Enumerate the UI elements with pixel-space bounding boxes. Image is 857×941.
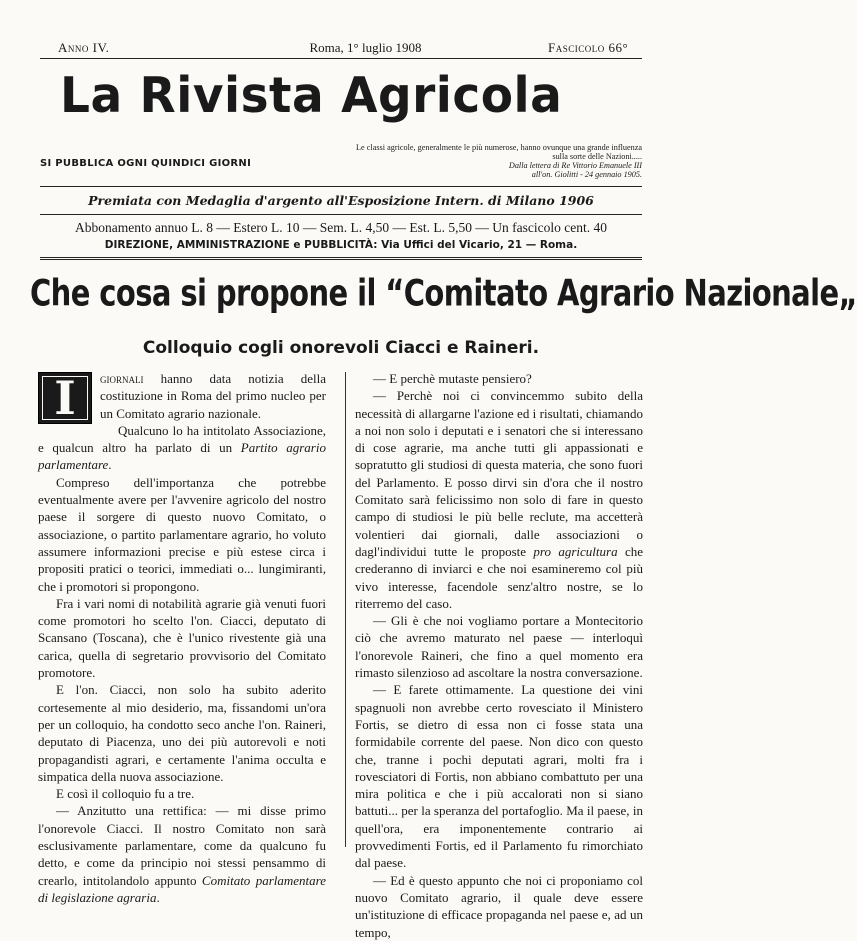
article-headline: Che cosa si propone il “Comitato Agrario Nazionale„ xyxy=(30,271,857,315)
quote-text: Le classi agricole, generalmente le più numerose, hanno ovunque una grande influenza sulla sorte delle Nazioni..... xyxy=(356,143,642,161)
paragraph: Compreso dell'importanza che potrebbe eventualmente avere per l'avvenire agricolo del nostro paese il sorgere di questo nuovo Comitato, o associazione, o partito parlamentare agrario, ho voluto assumere informazioni precise e più estese circa i propositi pratici o teorici, immediati o... lungimiranti, che i promotori si propongono. xyxy=(38,474,326,594)
award-line: Premiata con Medaglia d'argento all'Esposizione Intern. di Milano 1906 xyxy=(88,193,594,208)
editorial-address: DIREZIONE, AMMINISTRAZIONE e PUBBLICITÀ: Via Uffici del Vicario, 21 — Roma. xyxy=(104,239,578,251)
paragraph: — Ed è questo appunto che noi ci proponiamo col nuovo Comitato agrario, il quale deve essere un'istituzione di efficace propaganda nel paese e, ad un tempo, xyxy=(355,872,643,940)
dateline: Roma, 1° luglio 1908 xyxy=(309,40,422,55)
issue-year: Anno IV. xyxy=(58,40,110,55)
paragraph: Fra i vari nomi di notabilità agrarie già venuti fuori come promotori ho scelto l'on. Ciacci, deputato di Scansano (Toscana), che è l'unico rivestente già una carica, quella di segretario provvisorio del Comitato promotore. xyxy=(38,595,326,681)
award-bottom-rule xyxy=(40,214,642,215)
top-rule xyxy=(40,58,642,59)
publication-frequency: SI PUBBLICA OGNI QUINDICI GIORNI xyxy=(40,158,252,169)
paragraph: E l'on. Ciacci, non solo ha subito aderito cortesemente al mio desiderio, ma, fissandomi un'ora per un colloquio, ha condotto seco anche l'on. Raineri, deputato di Piacenza, uno dei più autorevoli e noti propagandisti agrari, e certamente l'anima occulta e simpatica della nuova associazione. xyxy=(38,682,326,784)
paragraph: — Perchè noi ci convincemmo subito della necessità di allargarne l'azione ed i risultati, chiamando a noi non solo i deputati e i senatori che si interessano di cose agrarie, ma anche tutti gli appassionati e sopratutto gli studiosi di questa materia, che sono fuori del Parlamento. E posso dirvi sin d'ora che il nostro Comitato sarà felicissimo non solo di fare in questo campo di studiosi le più belle reclute, ma accetterà volentieri dai giornali, dalle associazioni o dagl'individui tutte le proposte pro agricultura che crederanno di inviarci e che noi esamineremo col più vivo interesse, facendole senz'altro nostre, se lo riterremo del caso. xyxy=(355,388,643,611)
masthead-title: La Rivista Agricola xyxy=(60,66,563,125)
column-divider xyxy=(345,372,346,847)
subscription-prices: Abbonamento annuo L. 8 — Estero L. 10 — Sem. L. 4,50 — Est. L. 5,50 — Un fascicolo cent. 40 xyxy=(74,220,608,235)
paragraph: — E farete ottimamente. La questione dei vini spagnuoli non avrebbe certo rovesciato il Ministero Fortis, se dietro di essa non ci fosse stata una formidabile corrente del paese. Non dico con questo che, tranne i pochi deputati agrari, molti fra i rovesciatori di Fortis, non abbiano combattuto per una mira politica e che i più accalorati non si siano battuti... per la speranza del portafoglio. Ma il paese, in quell'ora, era imponentemente contrario ai provvedimenti Fortis, ed il Parlamento fu rimorchiato dal paese. xyxy=(355,682,643,871)
award-top-rule xyxy=(40,186,642,187)
issue-number: Fascicolo 66° xyxy=(548,40,629,55)
paragraph: — Gli è che noi vogliamo portare a Montecitorio ciò che avremo maturato nel paese — interloquì l'onorevole Raineri, che fino a quel momento era rimasto silenzioso ad ascoltare la nostra conversazione. xyxy=(355,613,643,681)
drop-cap: I xyxy=(38,372,92,424)
paragraph: — Anzitutto una rettifica: — mi disse primo l'onorevole Ciacci. Il nostro Comitato non sarà esclusivamente parlamentare, come da qualcuno fu detto, e come da principio noi stessi pensammo di crearlo, intitolandolo appunto Comitato parlamentare di legislazione agraria. xyxy=(38,803,327,905)
quote-source-line-1: Dalla lettera di Re Vittorio Emanuele III xyxy=(508,161,642,170)
paragraph: E così il colloquio fu a tre. xyxy=(56,786,195,802)
article-subheadline: Colloquio cogli onorevoli Ciacci e Raineri. xyxy=(142,338,540,358)
quote-source-line-2: all'on. Giolitti - 24 gennaio 1905. xyxy=(531,170,642,179)
article-column-right xyxy=(355,370,643,941)
header-double-rule xyxy=(40,257,642,260)
paragraph: I giornali hanno data notizia della costituzione in Roma del primo nucleo per un Comitato agrario nazionale. xyxy=(38,370,326,422)
article-column-left xyxy=(38,370,326,906)
masthead-quote xyxy=(356,143,642,179)
paragraph: — E perchè mutaste pensiero? xyxy=(373,371,532,386)
paragraph: Qualcuno lo ha intitolato Associazione, e qualcun altro ha parlato di un Partito agrario parlamentare. xyxy=(38,422,326,473)
